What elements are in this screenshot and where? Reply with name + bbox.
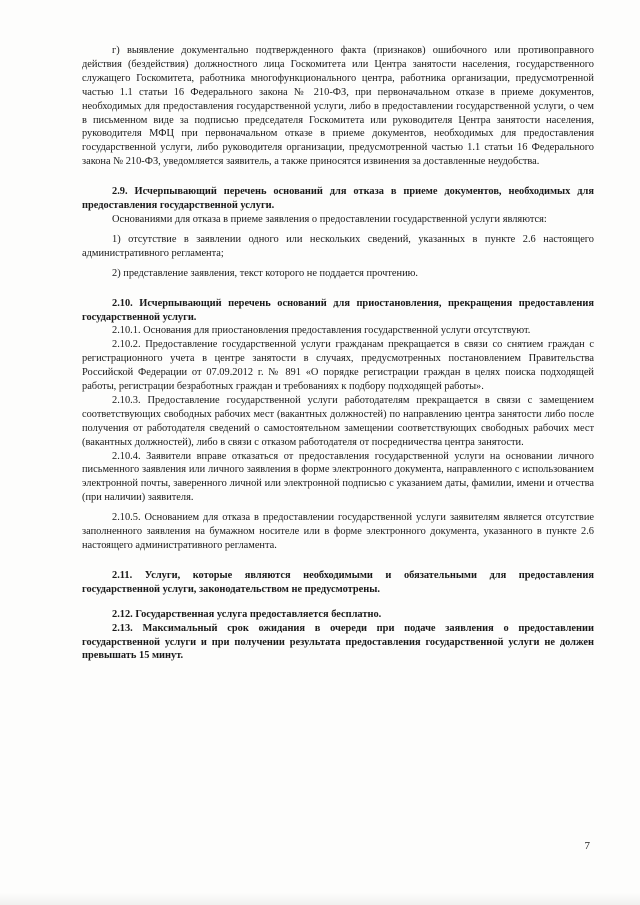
paragraph-2-10-3: 2.10.3. Предоставление государственной услуги работодателям прекращается в связи с замещением соответствующих свободных рабочих мест (вакантных должностей) по направлению центра занятости либо после получения от работодателя сведений о самостоятельном замещении соответствующих свободных рабочих мест (вакантных должностей), либо в связи с отказом работодателя от посредничества центра занятости. bbox=[82, 394, 594, 448]
paragraph-2-10-5: 2.10.5. Основанием для отказа в предоставлении государственной услуги заявителям является отсутствие заполненного заявления на бумажном носителе или в форме электронного документа, указанного в пункте 2.6 настоящего административного регламента. bbox=[82, 512, 594, 551]
page-number: 7 bbox=[584, 840, 590, 852]
page-body bbox=[82, 44, 594, 663]
paragraph-2-9-item-1: 1) отсутствие в заявлении одного или нескольких сведений, указанных в пункте 2.6 настоящего административного регламента; bbox=[82, 233, 594, 259]
heading-2-13: 2.13. Максимальный срок ожидания в очереди при подаче заявления о предоставлении государственной услуги и при получении результата предоставления государственной услуги не должен превышать 15 минут. bbox=[82, 622, 594, 662]
heading-2-11: 2.11. Услуги, которые являются необходимыми и обязательными для предоставления государственной услуги, законодательством не предусмотрены. bbox=[82, 569, 594, 595]
paragraph-2-10-2: 2.10.2. Предоставление государственной услуги гражданам прекращается в связи со снятием граждан с регистрационного учета в центре занятости в случаях, предусмотренных постановлением Правительства Российской Федерации от 07.09.2012 г. № 891 «О порядке регистрации граждан в целях поиска подходящей работы, регистрации безработных граждан и требованиях к подбору подходящей работы». bbox=[82, 339, 594, 393]
heading-2-10: 2.10. Исчерпывающий перечень оснований для приостановления, прекращения предоставления государственной услуги. bbox=[82, 297, 594, 323]
paragraph-2-10-1: 2.10.1. Основания для приостановления предоставления государственной услуги отсутствуют. bbox=[112, 325, 531, 337]
paragraph-2-10-4: 2.10.4. Заявители вправе отказаться от предоставления государственной услуги на основании личного письменного заявления или личного заявления в форме электронного документа, направленного с использованием электронной почты, заверенного личной или электронной подписью с указанием даты, фамилии, имени и отчества (при наличии) заявителя. bbox=[82, 450, 594, 504]
paragraph-2-9-item-2: 2) представление заявления, текст которого не поддается прочтению. bbox=[112, 267, 418, 279]
heading-2-9: 2.9. Исчерпывающий перечень оснований для отказа в приеме документов, необходимых для предоставления государственной услуги. bbox=[82, 186, 594, 212]
paragraph-g: г) выявление документально подтвержденного факта (признаков) ошибочного или противоправного действия (бездействия) должностного лица Госкомитета или Центра занятости населения, государственного служащего Госкомитета, работника многофункционального центра, работника организации, предусмотренной частью 1.1 статьи 16 Федерального закона № 210-ФЗ, при первоначальном отказе в приеме документов, необходимых для предоставления государственной услуги, либо в предоставлении государственной услуги, о чем в письменном виде за подписью председателя Госкомитета или руководителя Центра занятости населения, руководителя МФЦ при первоначальном отказе в приеме документов, необходимых для предоставления государственной услуги, либо руководителя организации, предусмотренной частью 1.1 статьи 16 Федерального закона № 210-ФЗ, уведомляется заявитель, а также приносятся извинения за доставленные неудобства. bbox=[82, 45, 594, 168]
heading-2-12: 2.12. Государственная услуга предоставляется бесплатно. bbox=[112, 608, 382, 620]
scan-edge bbox=[0, 893, 640, 905]
paragraph-2-9-intro: Основаниями для отказа в приеме заявления о предоставлении государственной услуги являются: bbox=[112, 213, 547, 225]
